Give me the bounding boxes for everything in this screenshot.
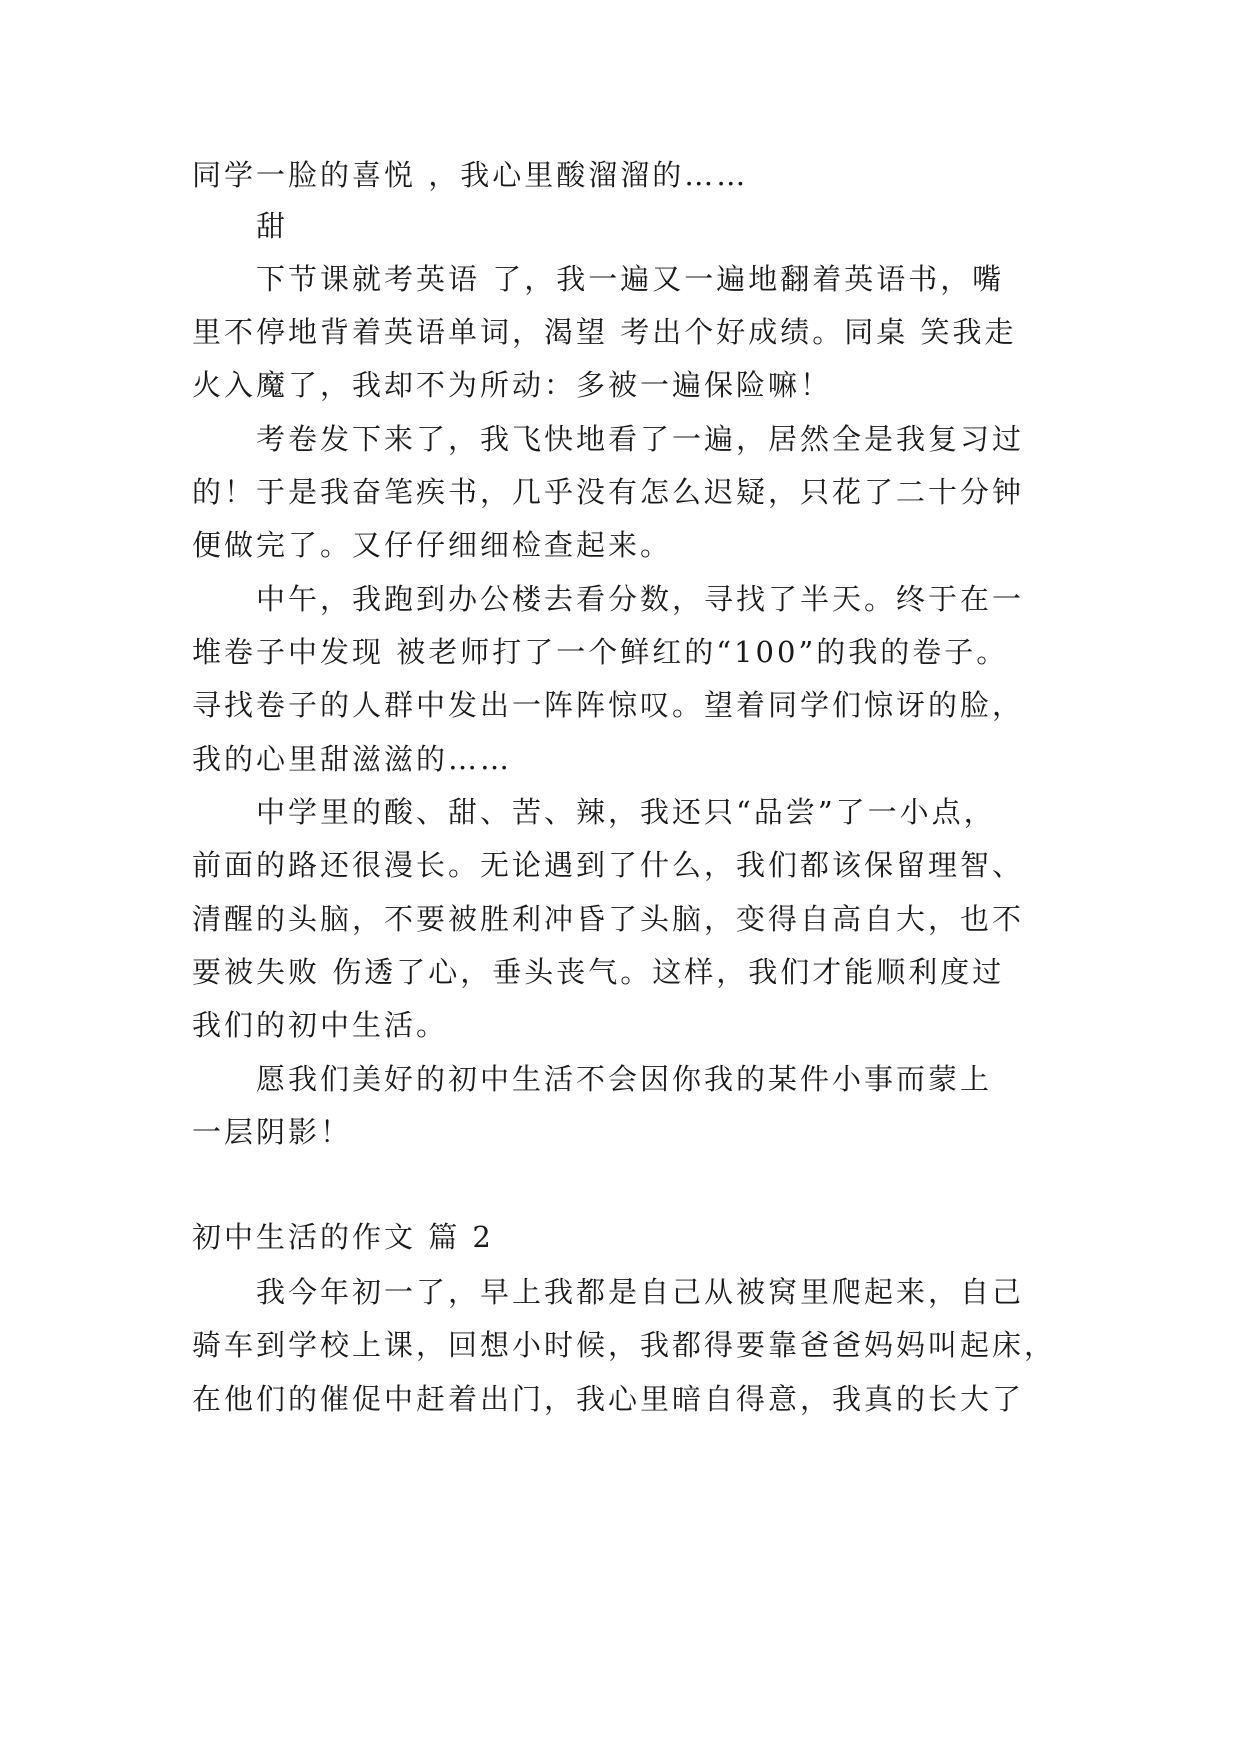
text-line-12: 我的心里甜滋滋的…… — [192, 742, 513, 776]
text-line-18: 愿我们美好的初中生活不会因你我的某件小事而蒙上 — [256, 1062, 993, 1096]
text-line-5: 火入魔了，我却不为所动：多被一遍保险嘛！ — [192, 368, 833, 402]
text-line-8: 便做完了。又仔仔细细检查起来。 — [192, 528, 673, 562]
text-line-23: 在他们的催促中赶着出门，我心里暗自得意，我真的长大了 — [192, 1382, 1025, 1416]
text-line-10: 堆卷子中发现 被老师打了一个鲜红的“100”的我的卷子。 — [192, 635, 1009, 669]
text-line-19: 一层阴影！ — [192, 1115, 353, 1149]
text-line-7: 的！于是我奋笔疾书，几乎没有怎么迟疑，只花了二十分钟 — [192, 475, 1025, 509]
text-line-21: 我今年初一了，早上我都是自己从被窝里爬起来，自己 — [256, 1275, 1025, 1309]
section-heading-tian: 甜 — [256, 209, 289, 243]
text-line-17: 我们的初中生活。 — [192, 1008, 449, 1042]
text-line-14: 前面的路还很漫长。无论遇到了什么，我们都该保留理智、 — [192, 848, 1025, 882]
text-line-1: 同学一脸的喜悦 ，我心里酸溜溜的…… — [192, 158, 749, 192]
text-line-16: 要被失败 伤透了心，垂头丧气。这样，我们才能顺利度过 — [192, 955, 1005, 989]
text-line-22: 骑车到学校上课，回想小时候，我都得要靠爸爸妈妈叫起床， — [192, 1328, 1057, 1362]
article-title: 初中生活的作文 篇 2 — [192, 1220, 494, 1254]
text-line-9: 中午，我跑到办公楼去看分数，寻找了半天。终于在一 — [256, 582, 1025, 616]
text-line-6: 考卷发下来了，我飞快地看了一遍，居然全是我复习过 — [256, 422, 1025, 456]
text-line-13: 中学里的酸、甜、苦、辣，我还只“品尝”了一小点， — [256, 795, 996, 829]
text-line-4: 里不停地背着英语单词，渴望 考出个好成绩。同桌 笑我走 — [192, 315, 1017, 349]
text-line-15: 清醒的头脑，不要被胜利冲昏了头脑，变得自高自大，也不 — [192, 902, 1025, 936]
text-line-3: 下节课就考英语 了，我一遍又一遍地翻着英语书，嘴 — [256, 262, 1005, 296]
text-line-11: 寻找卷子的人群中发出一阵阵惊叹。望着同学们惊讶的脸， — [192, 688, 1025, 722]
